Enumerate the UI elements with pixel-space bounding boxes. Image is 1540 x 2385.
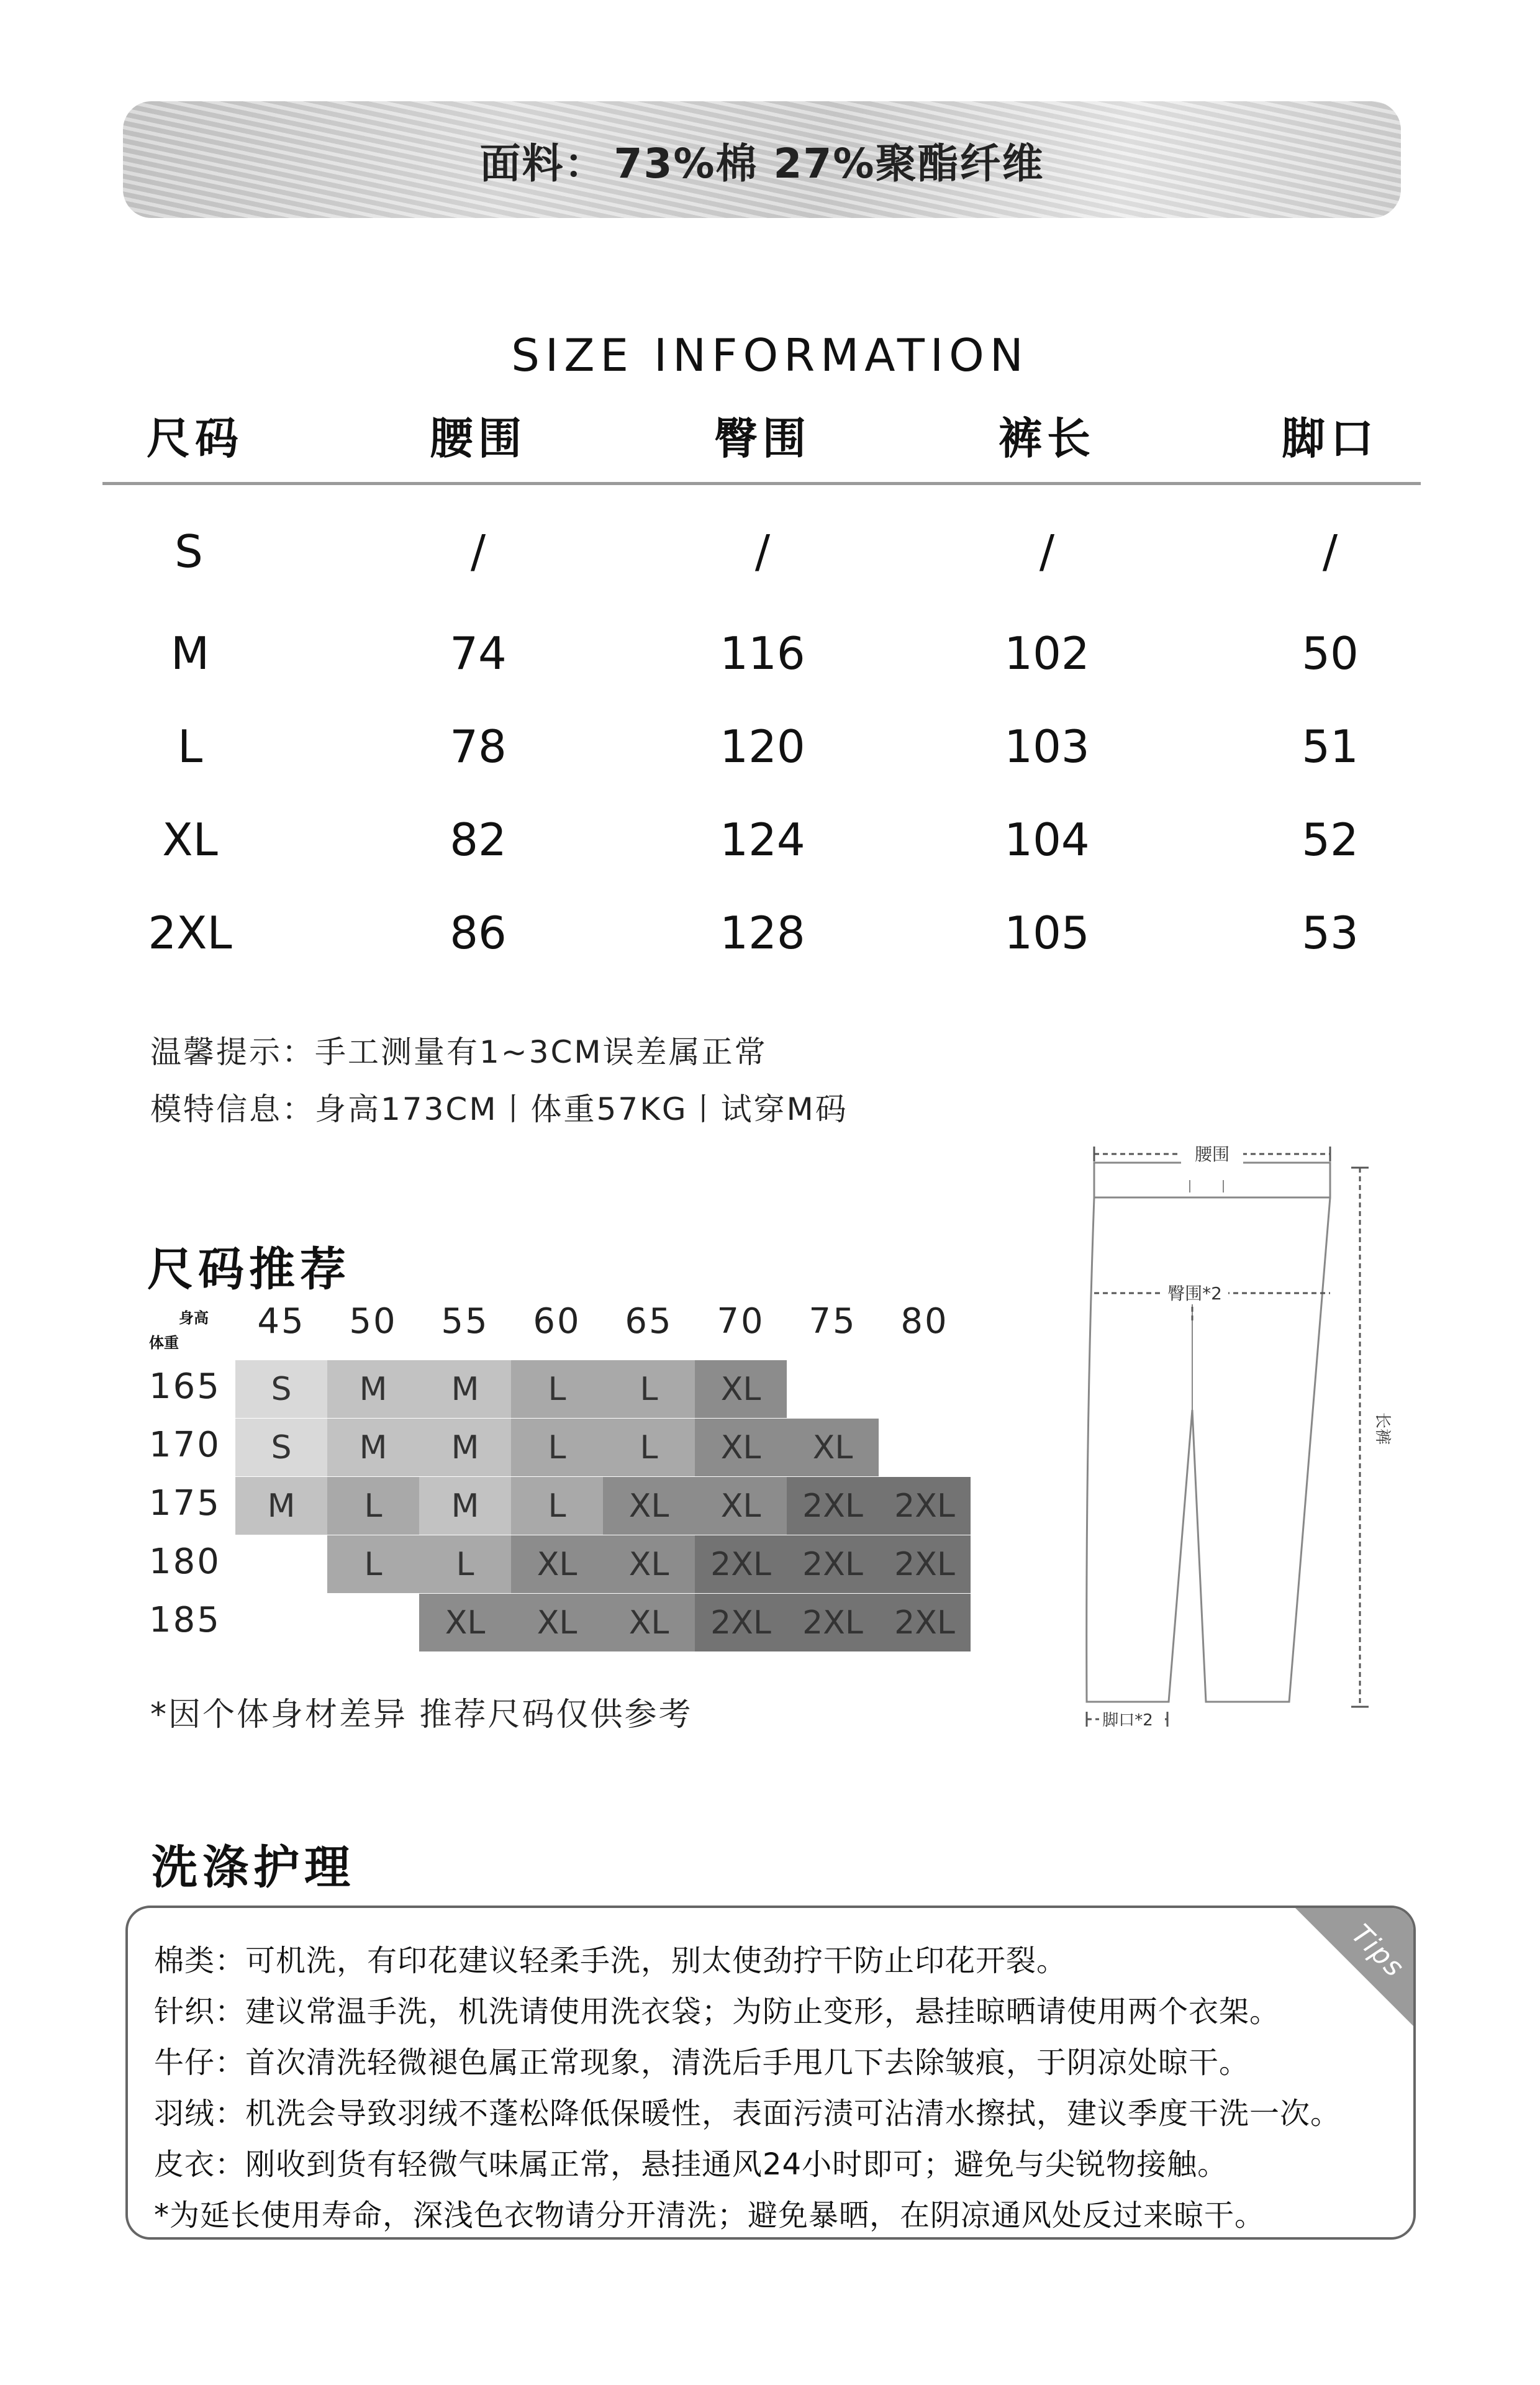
table-cell: 2XL: [148, 907, 232, 959]
table-cell: /: [754, 525, 771, 578]
table-cell: 52: [1302, 814, 1359, 866]
table-cell: M: [170, 627, 210, 679]
hem-label: 脚口*2: [1102, 1711, 1153, 1727]
fabric-info: [123, 101, 1401, 218]
weight-header: 60: [533, 1301, 581, 1342]
table-cell: 102: [1004, 627, 1090, 679]
recommendation-cell: XL: [603, 1594, 695, 1651]
weight-header: 70: [717, 1301, 765, 1342]
measurement-tip: 温馨提示：手工测量有1~3CM误差属正常: [150, 1034, 768, 1070]
recommendation-cell: L: [511, 1360, 603, 1418]
table-cell: /: [1039, 525, 1055, 578]
table-cell: L: [177, 720, 203, 773]
height-row-label: 180: [149, 1542, 221, 1582]
weight-header: 65: [625, 1301, 673, 1342]
care-line-knit: 针织：建议常温手洗，机洗请使用洗衣袋；为防止变形，悬挂晾晒请使用两个衣架。: [154, 1994, 1280, 2029]
recommendation-cell: L: [327, 1535, 419, 1593]
recommendation-cell: M: [327, 1360, 419, 1418]
table-cell: 103: [1004, 720, 1090, 773]
recommendation-cell: S: [235, 1419, 327, 1476]
table-cell: 116: [720, 627, 805, 679]
table-cell: 53: [1302, 907, 1359, 959]
header-length: 裤长: [999, 413, 1095, 464]
waist-label: 腰围: [1194, 1144, 1230, 1165]
recommendation-cell: 2XL: [879, 1477, 971, 1535]
care-line-cotton: 棉类：可机洗，有印花建议轻柔手洗，别太使劲拧干防止印花开裂。: [154, 1943, 1067, 1978]
pants-measurement-diagram: [1068, 1130, 1403, 1727]
recommendation-cell: M: [327, 1419, 419, 1476]
size-info-title: SIZE INFORMATION: [511, 329, 1029, 381]
recommendation-cell: 2XL: [787, 1535, 879, 1593]
table-divider: [102, 482, 1421, 485]
weight-header: 80: [900, 1301, 949, 1342]
recommendation-cell: L: [511, 1419, 603, 1476]
table-cell: 120: [720, 720, 805, 773]
fabric-banner: [123, 101, 1401, 218]
recommendation-cell: XL: [787, 1419, 879, 1476]
recommendation-cell: M: [419, 1360, 511, 1418]
table-cell: 51: [1302, 720, 1359, 773]
pants-outline: [1087, 1197, 1330, 1702]
weight-header: 50: [349, 1301, 397, 1342]
tips-label: Tips: [1345, 1918, 1411, 1984]
height-row-label: 185: [149, 1600, 221, 1640]
recommendation-cell: M: [419, 1477, 511, 1535]
recommendation-cell: 2XL: [787, 1477, 879, 1535]
care-box: [125, 1906, 1416, 2240]
care-line-general: *为延长使用寿命，深浅色衣物请分开清洗；避免暴晒，在阴凉通风处反过来晾干。: [154, 2198, 1266, 2233]
hip-label: 臀围*2: [1167, 1283, 1222, 1304]
height-row-label: 175: [149, 1483, 221, 1524]
table-cell: 124: [720, 814, 805, 866]
weight-axis-label: 体重: [149, 1334, 179, 1352]
recommendation-cell: L: [511, 1477, 603, 1535]
recommendation-title: 尺码推荐: [147, 1243, 351, 1296]
care-line-denim: 牛仔：首次清洗轻微褪色属正常现象，清洗后手甩几下去除皱痕，于阴凉处晾干。: [154, 2045, 1250, 2080]
header-hip: 臀围: [714, 413, 811, 464]
table-cell: 128: [720, 907, 805, 959]
fabric-value: 73%棉 27%聚酯纤维: [614, 139, 1044, 188]
height-row-label: 170: [149, 1425, 221, 1465]
table-cell: 50: [1302, 627, 1359, 679]
weight-header: 75: [808, 1301, 857, 1342]
table-cell: S: [174, 525, 203, 578]
recommendation-cell: 2XL: [879, 1594, 971, 1651]
recommendation-cell: 2XL: [879, 1535, 971, 1593]
recommendation-cell: L: [327, 1477, 419, 1535]
table-cell: 104: [1004, 814, 1090, 866]
weight-header: 45: [257, 1301, 306, 1342]
recommendation-cell: XL: [603, 1535, 695, 1593]
recommendation-cell: S: [235, 1360, 327, 1418]
table-cell: /: [1322, 525, 1338, 578]
table-cell: XL: [162, 814, 218, 866]
care-title: 洗涤护理: [152, 1841, 355, 1894]
care-line-down: 羽绒：机洗会导致羽绒不蓬松降低保暖性，表面污渍可沾清水擦拭，建议季度干洗一次。: [154, 2096, 1341, 2131]
recommendation-cell: M: [419, 1419, 511, 1476]
recommendation-cell: 2XL: [695, 1594, 787, 1651]
recommendation-cell: XL: [419, 1594, 511, 1651]
recommendation-cell: L: [603, 1360, 695, 1418]
recommendation-cell: L: [419, 1535, 511, 1593]
waistband-outline: [1094, 1163, 1330, 1197]
recommendation-cell: M: [235, 1477, 327, 1535]
length-label: 长裤: [1373, 1412, 1392, 1445]
fabric-label: 面料：: [479, 139, 607, 188]
table-cell: 105: [1004, 907, 1090, 959]
recommendation-cell: 2XL: [695, 1535, 787, 1593]
recommendation-cell: XL: [695, 1419, 787, 1476]
recommendation-cell: 2XL: [787, 1594, 879, 1651]
table-cell: /: [470, 525, 486, 578]
recommendation-cell: L: [603, 1419, 695, 1476]
recommendation-cell: XL: [511, 1535, 603, 1593]
table-cell: 74: [450, 627, 507, 679]
recommendation-cell: XL: [695, 1477, 787, 1535]
recommendation-cell: XL: [603, 1477, 695, 1535]
recommendation-cell: XL: [511, 1594, 603, 1651]
weight-header: 55: [441, 1301, 489, 1342]
recommendation-cell: XL: [695, 1360, 787, 1418]
table-cell: 86: [450, 907, 507, 959]
height-row-label: 165: [149, 1366, 221, 1407]
header-hem: 脚口: [1282, 413, 1379, 464]
height-axis-label: 身高: [179, 1309, 209, 1327]
header-size: 尺码: [147, 413, 243, 464]
model-info: 模特信息：身高173CM丨体重57KG丨试穿M码: [150, 1091, 848, 1127]
care-line-leather: 皮衣：刚收到货有轻微气味属正常，悬挂通风24小时即可；避免与尖锐物接触。: [154, 2147, 1228, 2182]
table-cell: 82: [450, 814, 507, 866]
recommendation-footnote: *因个体身材差异 推荐尺码仅供参考: [150, 1696, 693, 1733]
table-cell: 78: [450, 720, 507, 773]
header-waist: 腰围: [430, 413, 527, 464]
